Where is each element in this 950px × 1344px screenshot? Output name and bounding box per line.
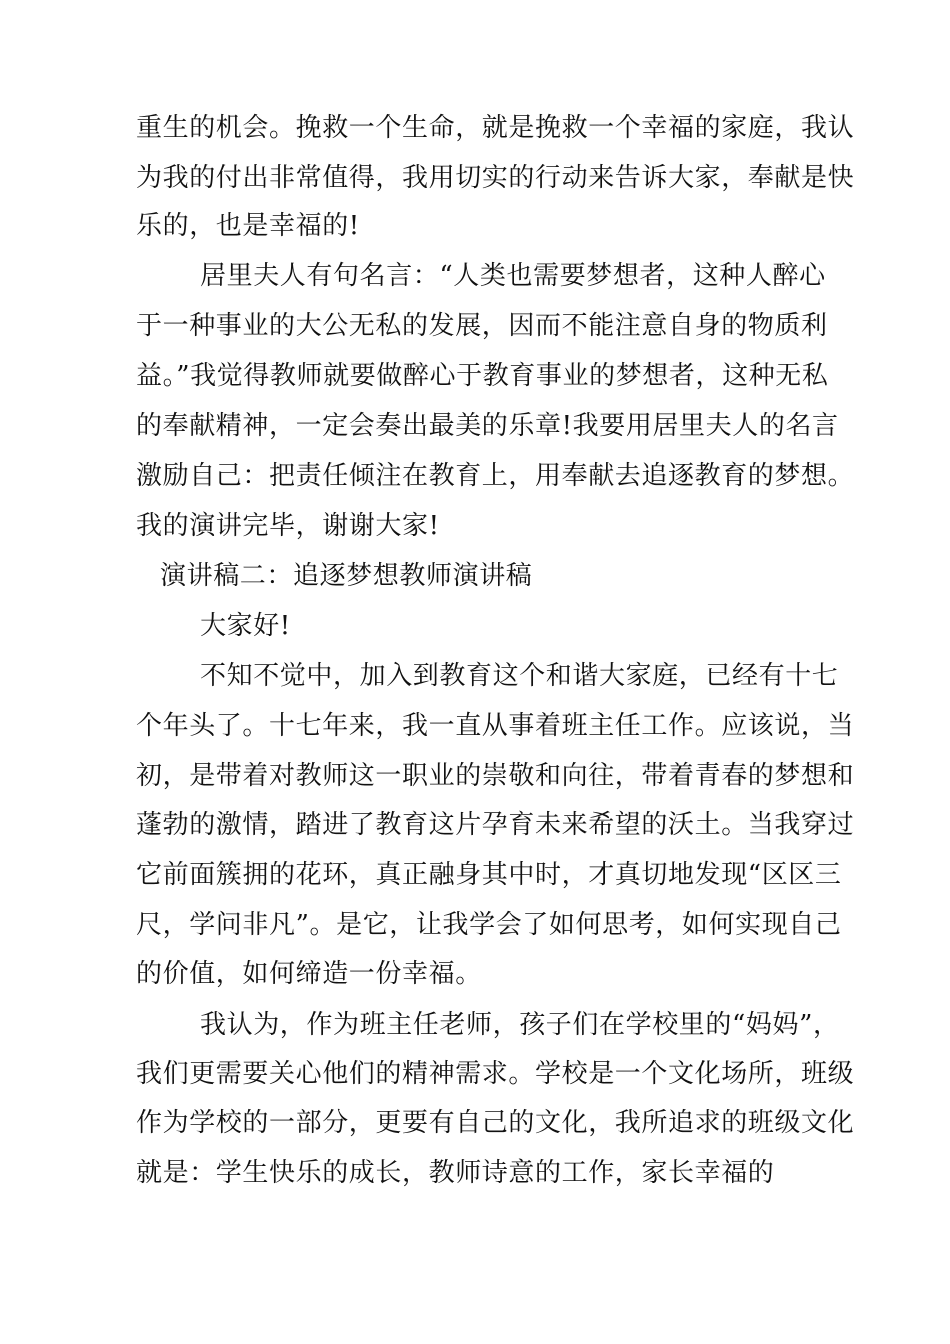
text-line: 乐的，也是幸福的!: [136, 211, 360, 241]
text-line: 为我的付出非常值得，我用切实的行动来告诉大家，奉献是快: [136, 163, 855, 193]
text-line: 我们更需要关心他们的精神需求。学校是一个文化场所，班级: [136, 1059, 855, 1089]
text-line: 我认为，作为班主任老师，孩子们在学校里的“妈妈”，: [200, 1010, 840, 1040]
text-line: 它前面簇拥的花环，真正融身其中时，才真切地发现“区区三: [136, 860, 842, 890]
text-line: 的价值，如何缔造一份幸福。: [136, 959, 482, 989]
text-line: 重生的机会。挽救一个生命，就是挽救一个幸福的家庭，我认: [136, 113, 855, 143]
text-line: 蓬勃的激情，踏进了教育这片孕育未来希望的沃土。当我穿过: [136, 810, 855, 840]
text-line: 居里夫人有句名言：“人类也需要梦想者，这种人醉心: [200, 261, 826, 291]
text-line: 我的演讲完毕，谢谢大家!: [136, 511, 440, 541]
text-line: 初，是带着对教师这一职业的崇敬和向往，带着青春的梦想和: [136, 761, 855, 791]
section-heading: 演讲稿二：追逐梦想教师演讲稿: [160, 561, 533, 591]
text-line: 不知不觉中，加入到教育这个和谐大家庭，已经有十七: [200, 661, 839, 691]
text-line: 大家好!: [200, 611, 291, 641]
text-line: 就是：学生快乐的成长，教师诗意的工作，家长幸福的: [136, 1158, 775, 1188]
text-line: 尺，学问非凡”。是它，让我学会了如何思考，如何实现自己: [136, 910, 842, 940]
text-line: 激励自己：把责任倾注在教育上，用奉献去追逐教育的梦想。: [136, 461, 855, 491]
text-line: 作为学校的一部分，更要有自己的文化，我所追求的班级文化: [136, 1108, 855, 1138]
text-line: 的奉献精神，一定会奏出最美的乐章!我要用居里夫人的名言: [136, 411, 839, 441]
text-line: 于一种事业的大公无私的发展，因而不能注意自身的物质利: [136, 311, 828, 341]
text-line: 益。”我觉得教师就要做醉心于教育事业的梦想者，这种无私: [136, 361, 829, 391]
text-line: 个年头了。十七年来，我一直从事着班主任工作。应该说，当: [136, 711, 855, 741]
